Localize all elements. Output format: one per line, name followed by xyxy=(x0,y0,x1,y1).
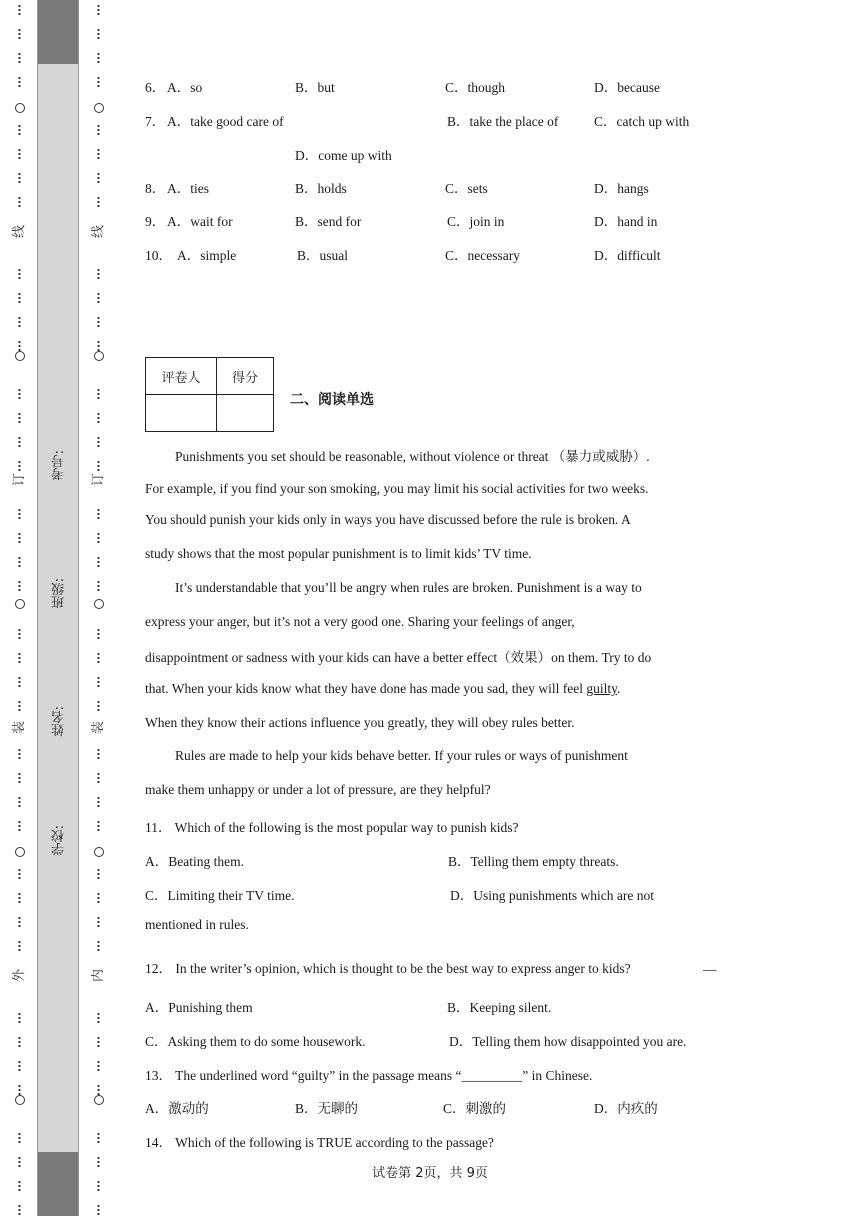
dot-mark xyxy=(97,772,100,784)
dot-mark xyxy=(97,652,100,664)
dot-mark xyxy=(97,388,100,400)
circle-mark-icon xyxy=(94,1095,104,1105)
label-name: 姓名: xyxy=(52,706,67,737)
dot-mark xyxy=(97,268,100,280)
dot-mark xyxy=(18,796,21,808)
underlined-word: guilty xyxy=(586,681,618,696)
label-class: 班级: xyxy=(52,578,67,609)
option-a: A．激动的 xyxy=(145,1101,209,1116)
dot-mark xyxy=(97,412,100,424)
option-c: C．刺激的 xyxy=(443,1101,507,1116)
option-a: A．Punishing them xyxy=(145,1000,253,1015)
dot-mark xyxy=(18,1012,21,1024)
passage-line: Rules are made to help your kids behave better. If your rules or ways of punishment xyxy=(175,748,628,763)
dot-mark xyxy=(97,1204,100,1216)
dot-mark xyxy=(97,700,100,712)
question-number: 8． xyxy=(145,181,166,196)
option-b: B．无聊的 xyxy=(295,1101,359,1116)
grader-cell[interactable] xyxy=(146,395,217,432)
dot-mark xyxy=(18,268,21,280)
dot-mark xyxy=(18,628,21,640)
binding-char: 装 xyxy=(12,720,28,735)
dot-mark xyxy=(18,868,21,880)
dot-mark xyxy=(18,316,21,328)
option-a: A．so xyxy=(167,80,203,95)
question-13-stem: 13． The underlined word “guilty” in the passage means “_________” in Chinese. xyxy=(145,1068,593,1083)
dot-mark xyxy=(97,916,100,928)
option-d: D．Using punishments which are not xyxy=(450,888,654,903)
option-c: C．sets xyxy=(445,181,488,196)
dot-mark xyxy=(97,316,100,328)
question-14-stem: 14． Which of the following is TRUE according to the passage? xyxy=(145,1135,494,1150)
dot-mark xyxy=(97,76,100,88)
answer-blank: __ xyxy=(703,957,717,972)
dot-mark xyxy=(18,196,21,208)
option-a: A．ties xyxy=(167,181,209,196)
option-b: B．Telling them empty threats. xyxy=(448,854,619,869)
dot-mark xyxy=(18,76,21,88)
dot-mark xyxy=(18,52,21,64)
dot-mark xyxy=(18,532,21,544)
dot-mark xyxy=(97,508,100,520)
option-b: B．take the place of xyxy=(447,114,559,129)
passage-line: express your anger, but it’s not a very good one. Sharing your feelings of anger, xyxy=(145,614,575,629)
grader-header: 评卷人 xyxy=(146,358,217,395)
passage-line: study shows that the most popular punishment is to limit kids’ TV time. xyxy=(145,546,532,561)
dot-mark xyxy=(18,652,21,664)
passage-text: that. When your kids know what they have done has made you sad, they will feel xyxy=(145,681,587,696)
score-table xyxy=(145,357,274,432)
binding-char: 订 xyxy=(12,472,28,487)
dot-mark xyxy=(97,460,100,472)
binding-char: 外 xyxy=(12,968,28,983)
question-number: 6． xyxy=(145,80,166,95)
dot-mark xyxy=(18,148,21,160)
section-title: 二、阅读单选 xyxy=(290,392,374,408)
circle-mark-icon xyxy=(15,847,25,857)
dot-mark xyxy=(18,676,21,688)
dot-mark xyxy=(18,436,21,448)
option-c: C．though xyxy=(445,80,506,95)
circle-mark-icon xyxy=(15,599,25,609)
dot-mark xyxy=(97,292,100,304)
passage-punct: . xyxy=(617,681,621,696)
option-c: C．catch up with xyxy=(594,114,690,129)
passage-line: Punishments you set should be reasonable, without violence or threat （暴力或威胁）. xyxy=(175,449,650,464)
dot-mark xyxy=(18,172,21,184)
dot-mark xyxy=(97,940,100,952)
dot-mark xyxy=(97,4,100,16)
dot-mark xyxy=(97,892,100,904)
dot-mark xyxy=(97,628,100,640)
dot-mark xyxy=(18,1132,21,1144)
circle-mark-icon xyxy=(94,847,104,857)
score-cell[interactable] xyxy=(217,395,274,432)
dot-mark xyxy=(97,1180,100,1192)
dot-mark xyxy=(18,1180,21,1192)
page-footer: 试卷第 2页，共 9页 xyxy=(372,1166,488,1181)
passage-line: make them unhappy or under a lot of pressure, are they helpful? xyxy=(145,782,491,797)
option-a: A．wait for xyxy=(167,214,233,229)
binding-char: 线 xyxy=(91,224,107,239)
binding-strip-top xyxy=(38,0,78,64)
option-b: B．usual xyxy=(297,248,349,263)
dot-mark xyxy=(18,124,21,136)
circle-mark-icon xyxy=(94,599,104,609)
dot-mark xyxy=(97,532,100,544)
dot-mark xyxy=(18,892,21,904)
outer-dotted-line xyxy=(12,0,28,1216)
inner-dotted-line xyxy=(91,0,107,1216)
option-c: C．necessary xyxy=(445,248,520,263)
option-d: D．hangs xyxy=(594,181,649,196)
dot-mark xyxy=(18,1060,21,1072)
question-number: 10． xyxy=(145,248,172,263)
dot-mark xyxy=(97,1036,100,1048)
dot-mark xyxy=(18,508,21,520)
label-exam-number: 考号: xyxy=(52,450,67,481)
option-d: D．difficult xyxy=(594,248,661,263)
binding-char: 内 xyxy=(91,968,107,983)
dot-mark xyxy=(18,460,21,472)
question-12-stem: 12． In the writer’s opinion, which is thought to be the best way to express anger to kids? xyxy=(145,961,631,976)
dot-mark xyxy=(18,4,21,16)
option-d: D．come up with xyxy=(295,148,392,163)
option-d: D．because xyxy=(594,80,660,95)
option-a: A．Beating them. xyxy=(145,854,244,869)
dot-mark xyxy=(97,820,100,832)
dot-mark xyxy=(97,748,100,760)
passage-line: For example, if you find your son smoking, you may limit his social activities for two weeks. xyxy=(145,481,649,496)
question-number: 9． xyxy=(145,214,166,229)
dot-mark xyxy=(97,1060,100,1072)
option-c: C．join in xyxy=(447,214,505,229)
dot-mark xyxy=(97,556,100,568)
dot-mark xyxy=(18,772,21,784)
passage-line-with-underline xyxy=(145,681,620,697)
option-d: D．hand in xyxy=(594,214,658,229)
dot-mark xyxy=(97,148,100,160)
dot-mark xyxy=(18,820,21,832)
dot-mark xyxy=(18,412,21,424)
option-b: B．holds xyxy=(295,181,347,196)
dot-mark xyxy=(97,796,100,808)
dot-mark xyxy=(18,292,21,304)
binding-char: 线 xyxy=(12,224,28,239)
dot-mark xyxy=(97,436,100,448)
binding-char: 订 xyxy=(91,472,107,487)
option-b: B．but xyxy=(295,80,335,95)
dot-mark xyxy=(18,940,21,952)
passage-line: It’s understandable that you’ll be angry when rules are broken. Punishment is a way to xyxy=(175,580,642,595)
dot-mark xyxy=(97,172,100,184)
binding-char: 装 xyxy=(91,720,107,735)
dot-mark xyxy=(18,1204,21,1216)
dot-mark xyxy=(18,580,21,592)
dot-mark xyxy=(97,1132,100,1144)
question-number: 7． xyxy=(145,114,166,129)
circle-mark-icon xyxy=(15,351,25,361)
option-a: A．take good care of xyxy=(167,114,284,129)
dot-mark xyxy=(18,916,21,928)
question-11-option-d-cont: mentioned in rules. xyxy=(145,917,249,932)
dot-mark xyxy=(97,1012,100,1024)
option-d: D．内疚的 xyxy=(594,1101,658,1116)
label-school: 学校: xyxy=(52,825,67,856)
dot-mark xyxy=(97,196,100,208)
dot-mark xyxy=(18,748,21,760)
option-c: C．Asking them to do some housework. xyxy=(145,1034,366,1049)
passage-line: When they know their actions influence you greatly, they will obey rules better. xyxy=(145,715,575,730)
circle-mark-icon xyxy=(15,103,25,113)
dot-mark xyxy=(97,580,100,592)
option-d: D．Telling them how disappointed you are. xyxy=(449,1034,687,1049)
circle-mark-icon xyxy=(94,351,104,361)
option-b: B．Keeping silent. xyxy=(447,1000,552,1015)
option-a: A．simple xyxy=(177,248,237,263)
passage-line: disappointment or sadness with your kids can have a better effect（效果）on them. Try to do xyxy=(145,650,652,665)
option-b: B．send for xyxy=(295,214,362,229)
dot-mark xyxy=(97,28,100,40)
dot-mark xyxy=(18,700,21,712)
dot-mark xyxy=(18,388,21,400)
option-c: C．Limiting their TV time. xyxy=(145,888,295,903)
dot-mark xyxy=(97,676,100,688)
circle-mark-icon xyxy=(94,103,104,113)
dot-mark xyxy=(97,124,100,136)
dot-mark xyxy=(18,556,21,568)
score-header: 得分 xyxy=(217,358,274,395)
dot-mark xyxy=(97,868,100,880)
dot-mark xyxy=(18,1036,21,1048)
dot-mark xyxy=(18,28,21,40)
passage-line: You should punish your kids only in ways you have discussed before the rule is broken. A xyxy=(145,512,631,527)
dot-mark xyxy=(97,52,100,64)
question-11-stem: 11． Which of the following is the most popular way to punish kids? xyxy=(145,820,519,835)
circle-mark-icon xyxy=(15,1095,25,1105)
